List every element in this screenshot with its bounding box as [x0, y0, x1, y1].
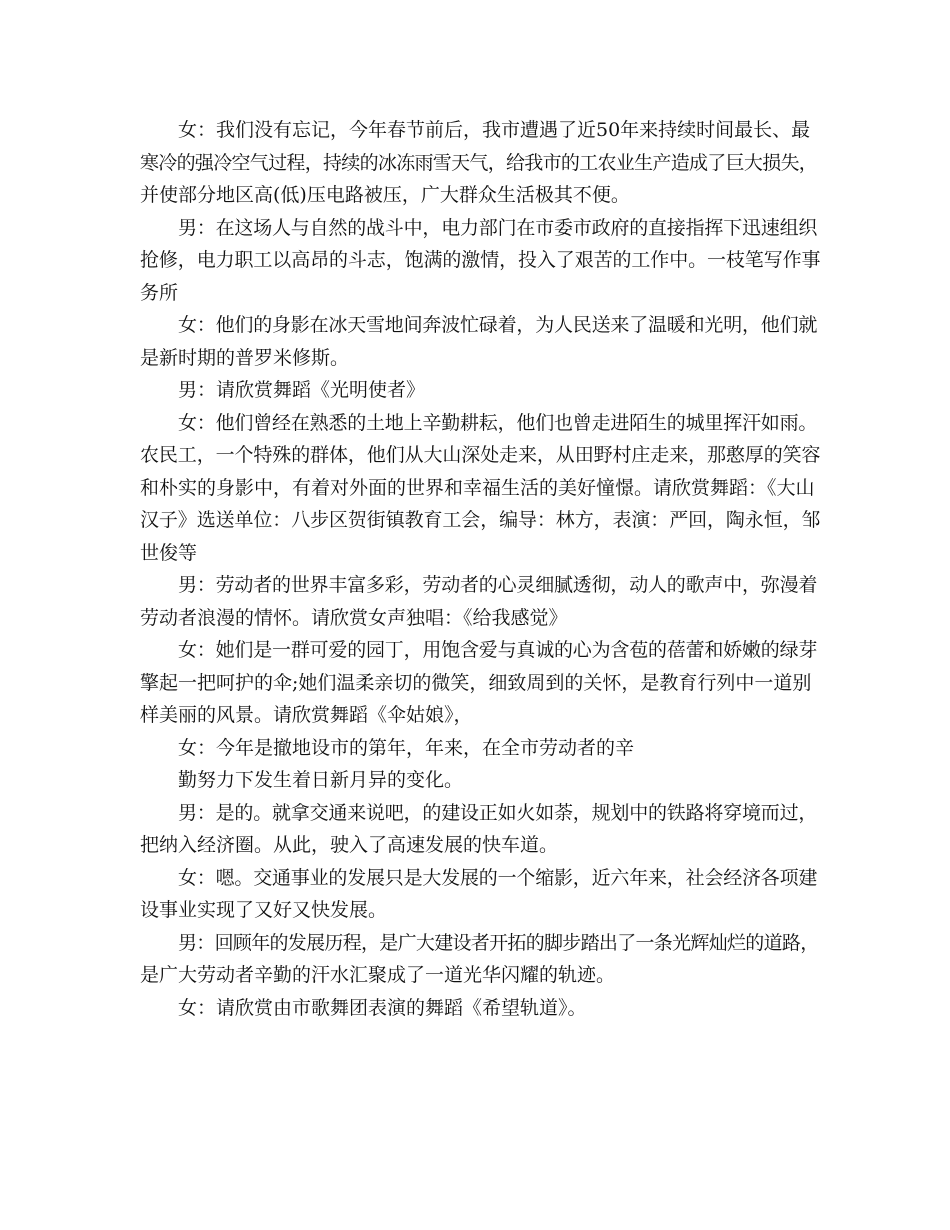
text-line: 女：他们曾经在熟悉的土地上辛勤耕耘，他们也曾走进陌生的城里挥汗如雨。 — [178, 411, 818, 434]
text-line: 和朴实的身影中，有着对外面的世界和幸福生活的美好憧憬。请欣赏舞蹈：《大山 — [140, 476, 815, 499]
text-line: 是广大劳动者辛勤的汗水汇聚成了一道光华闪耀的轨迹。 — [140, 964, 616, 986]
text-line: 女：请欣赏由市歌舞团表演的舞蹈《希望轨道》。 — [178, 996, 587, 1019]
text-line: 农民工，一个特殊的群体，他们从大山深处走来，从田野村庄走来，那憨厚的笑容 — [140, 444, 821, 466]
text-line: 把纳入经济圈。从此，驶入了高速发展的快车道。 — [140, 834, 559, 856]
text-line: 女：他们的身影在冰天雪地间奔波忙碌着，为人民送来了温暖和光明，他们就 — [178, 314, 818, 336]
text-line: 汉子》选送单位：八步区贺街镇教育工会，编导：林方，表演：严回，陶永恒，邹 — [140, 509, 821, 531]
text-line: 女：我们没有忘记，今年春节前后，我市遭遇了近50年来持续时间最长、最 — [178, 119, 811, 141]
text-line: 务所 — [140, 281, 179, 304]
text-line: 勤努力下发生着日新月异的变化。 — [178, 769, 464, 791]
text-line: 女：嗯。交通事业的发展只是大发展的一个缩影，近六年来，社会经济各项建 — [178, 866, 818, 889]
text-line: 男：回顾年的发展历程，是广大建设者开拓的脚步踏出了一条光辉灿烂的道路， — [178, 931, 819, 954]
text-line: 男：劳动者的世界丰富多彩，劳动者的心灵细腻透彻，动人的歌声中，弥漫着 — [178, 574, 818, 596]
text-line: 男：请欣赏舞蹈《光明使者》 — [178, 379, 426, 401]
text-line: 抢修，电力职工以高昂的斗志，饱满的激情，投入了艰苦的工作中。一枝笔写作事 — [140, 249, 821, 271]
text-line: 设事业实现了又好又快发展。 — [140, 899, 388, 921]
text-line: 是新时期的普罗米修斯。 — [140, 346, 350, 369]
text-line: 世俊等 — [140, 541, 198, 564]
text-line: 擎起一把呵护的伞;她们温柔亲切的微笑，细致周到的关怀，是教育行列中一道别 — [140, 671, 812, 694]
text-line: 男：是的。就拿交通来说吧，的建设正如火如荼，规划中的铁路将穿境而过， — [178, 801, 818, 824]
text-line: 女：今年是撤地设市的第年，年来，在全市劳动者的辛 — [178, 736, 635, 759]
text-line: 女：她们是一群可爱的园丁，用饱含爱与真诚的心为含苞的蓓蕾和娇嫩的绿芽 — [178, 639, 818, 661]
text-line: 样美丽的风景。请欣赏舞蹈《伞姑娘》， — [140, 704, 473, 726]
text-line: 寒冷的强冷空气过程，持续的冰冻雨雪天气，给我市的工农业生产造成了巨大损失， — [140, 151, 818, 174]
document-body — [140, 114, 820, 1024]
text-line: 并使部分地区高(低)压电路被压，广大群众生活极其不便。 — [140, 184, 630, 206]
text-line: 男：在这场人与自然的战斗中，电力部门在市委市政府的直接指挥下迅速组织 — [178, 216, 818, 239]
text-line: 劳动者浪漫的情怀。请欣赏女声独唱：《给我感觉》 — [140, 606, 568, 629]
